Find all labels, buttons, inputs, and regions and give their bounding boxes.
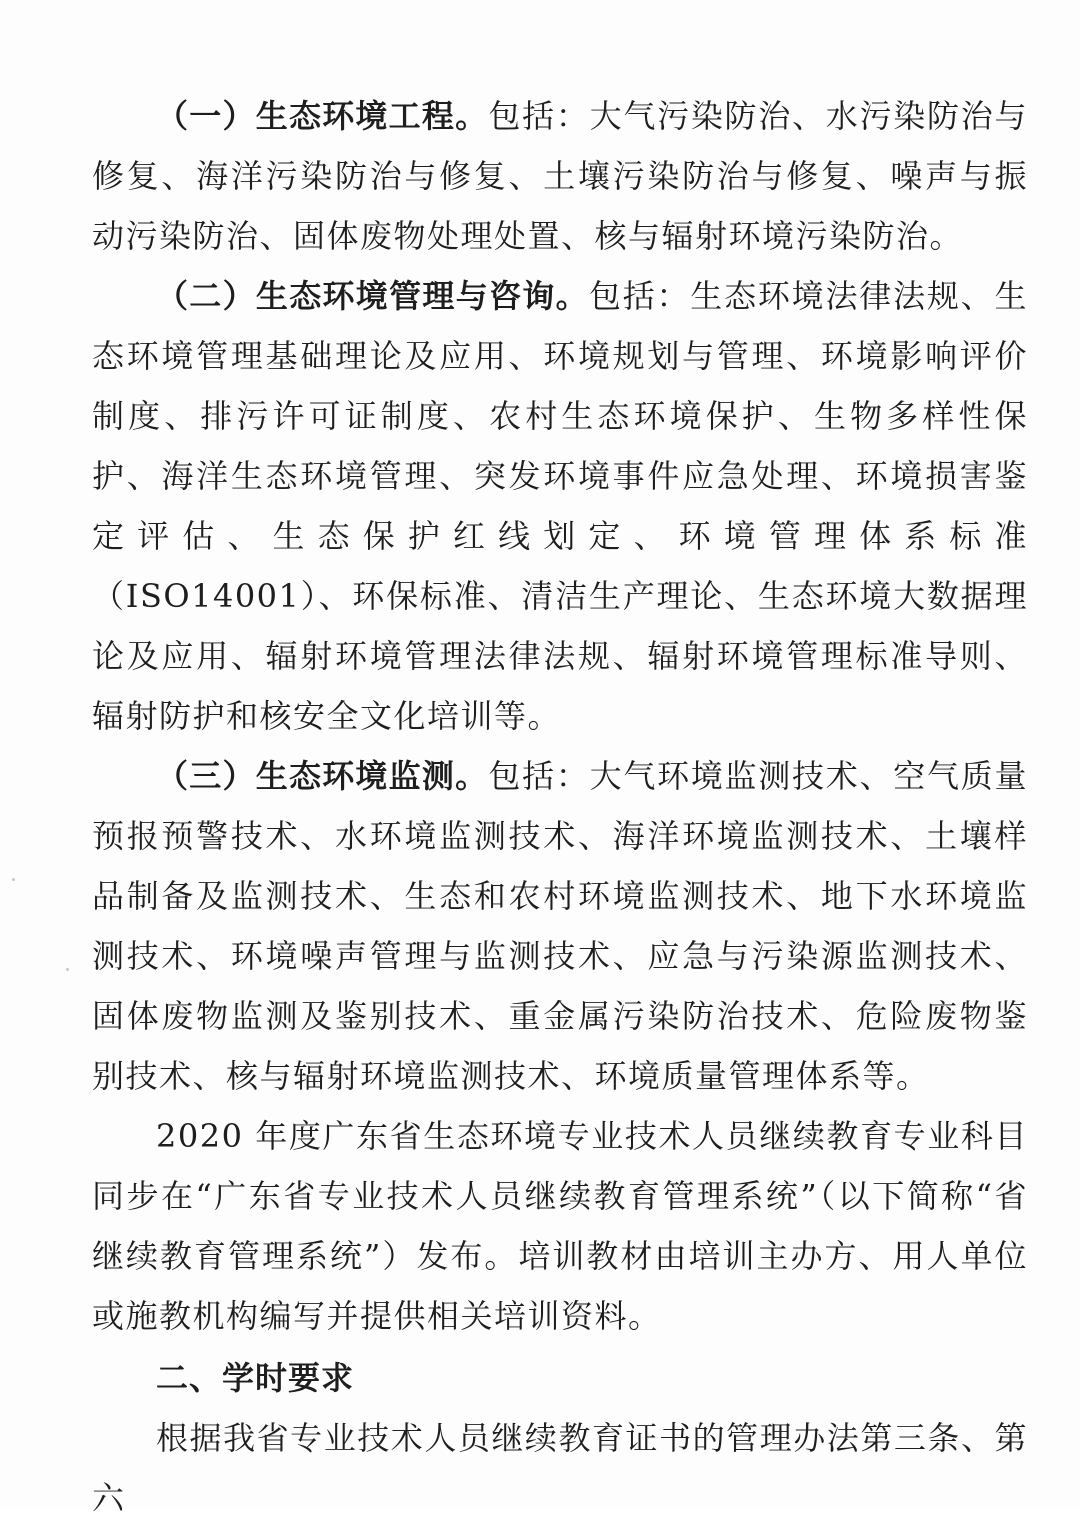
section-lead: （三）生态环境监测。 <box>156 757 489 795</box>
scan-speck <box>12 878 15 881</box>
section-body: 包括：大气污染防治、水污染防治与修复、海洋污染防治与修复、土壤污染防治与修复、噪声与振动污染防治、固体废物处理处置、核与辐射环境污染防治。 <box>92 97 1028 255</box>
section-lead: （一）生态环境工程。 <box>156 97 489 135</box>
section-body: 包括：大气环境监测技术、空气质量预报预警技术、水环境监测技术、海洋环境监测技术、土壤样品制备及监测技术、生态和农村环境监测技术、地下水环境监测技术、环境噪声管理与监测技术、应急与污染源监测技术、固体废物监测及鉴别技术、重金属污染防治技术、危险废物鉴别技术、核与辐射环境监测技术、环境质量管理体系等。 <box>92 757 1028 1095</box>
paragraph-publication-notice: 2020 年度广东省生态环境专业技术人员继续教育专业科目同步在“广东省专业技术人员继续教育管理系统”（以下简称“省继续教育管理系统”）发布。培训教材由培训主办方、用人单位或施教机构编写并提供相关培训资料。 <box>92 1117 1028 1335</box>
section-heading-hours: 二、学时要求 <box>156 1359 355 1397</box>
scan-speck <box>66 968 69 971</box>
section-body: 包括：生态环境法律法规、生态环境管理基础理论及应用、环境规划与管理、环境影响评价制度、排污许可证制度、农村生态环境保护、生物多样性保护、海洋生态环境管理、突发环境事件应急处理、环境损害鉴定评估、生态保护红线划定、环境管理体系标准（ISO14001）、环保标准、清洁生产理论、生态环境大数据理论及应用、辐射环境管理法律法规、辐射环境管理标准导则、辐射防护和核安全文化培训等。 <box>92 277 1028 735</box>
paragraph-hours-basis: 根据我省专业技术人员继续教育证书的管理办法第三条、第六 <box>92 1419 1028 1517</box>
section-lead: （二）生态环境管理与咨询。 <box>156 277 589 315</box>
section-ecological-monitoring <box>92 746 1028 1106</box>
section-ecological-engineering <box>92 86 1028 266</box>
document-body <box>92 86 1028 1528</box>
section-ecological-management <box>92 266 1028 746</box>
